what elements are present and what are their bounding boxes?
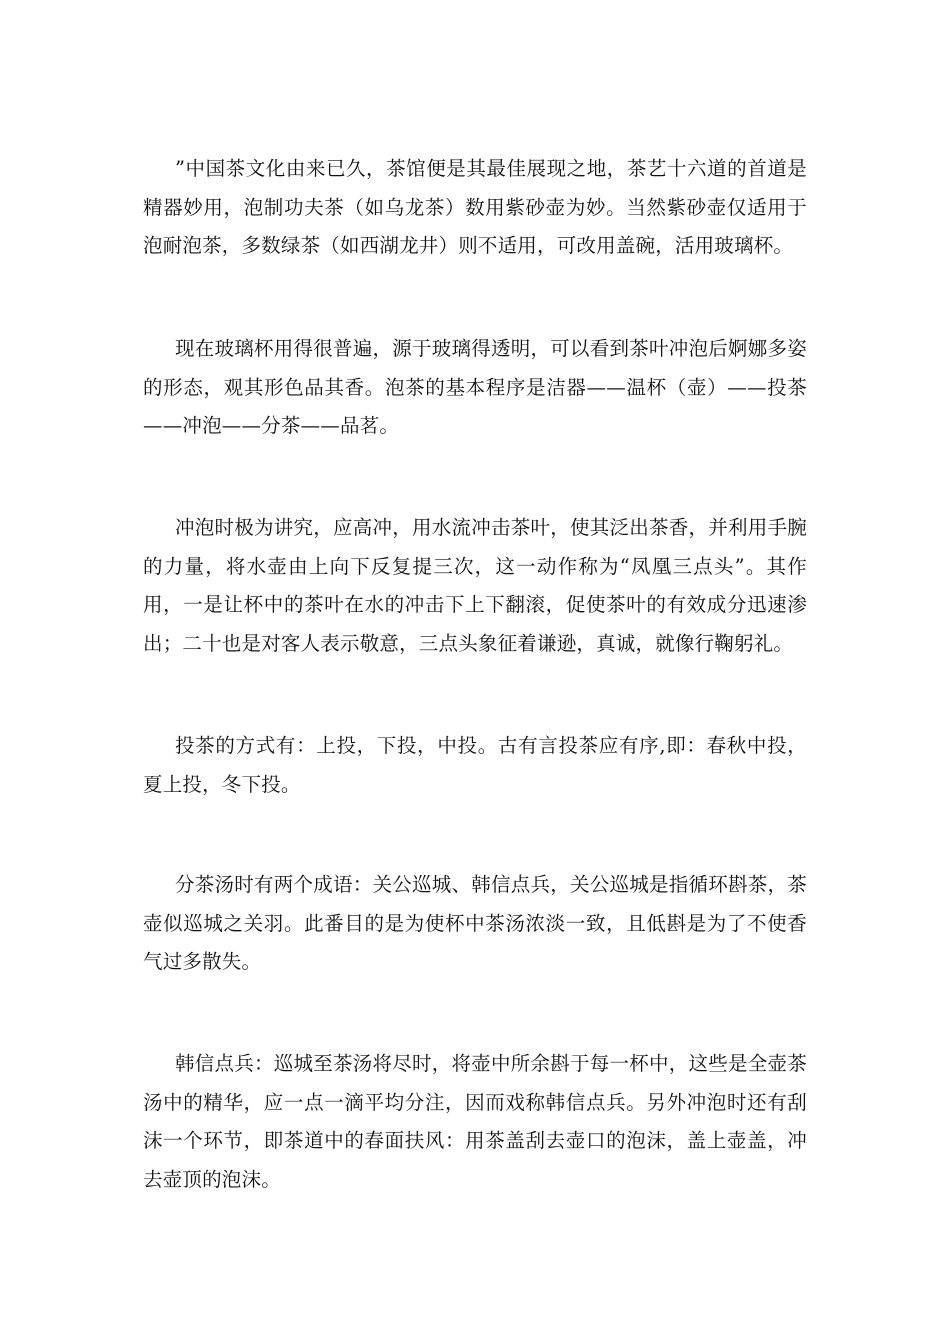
paragraph-brewing-technique: 冲泡时极为讲究，应高冲，用水流冲击茶叶，使其泛出茶香，并利用手腕的力量，将水壶由上向下反复提三次，这一动作称为“凤凰三点头”。其作用，一是让杯中的茶叶在水的冲击下上下翻滚，促使茶叶的有效成分迅速渗出；二十也是对客人表示敬意，三点头象征着谦逊，真诚，就像行鞠躬礼。 [143, 516, 807, 655]
paragraph-tea-placement-methods: 投茶的方式有：上投，下投，中投。古有言投茶应有序,即：春秋中投，夏上投，冬下投。 [143, 734, 807, 796]
paragraph-pouring-idioms: 分茶汤时有两个成语：关公巡城、韩信点兵，关公巡城是指循环斟茶，茶壶似巡城之关羽。此番目的是为使杯中茶汤浓淡一致，且低斟是为了不使香气过多散失。 [143, 873, 807, 973]
paragraph-tea-culture-intro: ”中国茶文化由来已久，茶馆便是其最佳展现之地，茶艺十六道的首道是精器妙用，泡制功夫茶（如乌龙茶）数用紫砂壶为妙。当然紫砂壶仅适用于泡耐泡茶，多数绿茶（如西湖龙井）则不适用，可改用盖碗，活用玻璃杯。 [143, 157, 807, 257]
paragraph-han-xin-dian-bing: 韩信点兵：巡城至茶汤将尽时，将壶中所余斟于每一杯中，这些是全壶茶汤中的精华，应一点一滴平均分注，因而戏称韩信点兵。另外冲泡时还有刮沫一个环节，即茶道中的春面扶风：用茶盖刮去壶口的泡沫，盖上壶盖，冲去壶顶的泡沫。 [143, 1052, 807, 1191]
paragraph-glass-cup-procedure: 现在玻璃杯用得很普遍，源于玻璃得透明，可以看到茶叶冲泡后婀娜多姿的形态，观其形色品其香。泡茶的基本程序是洁器——温杯（壶）——投茶——冲泡——分茶——品茗。 [143, 337, 807, 437]
